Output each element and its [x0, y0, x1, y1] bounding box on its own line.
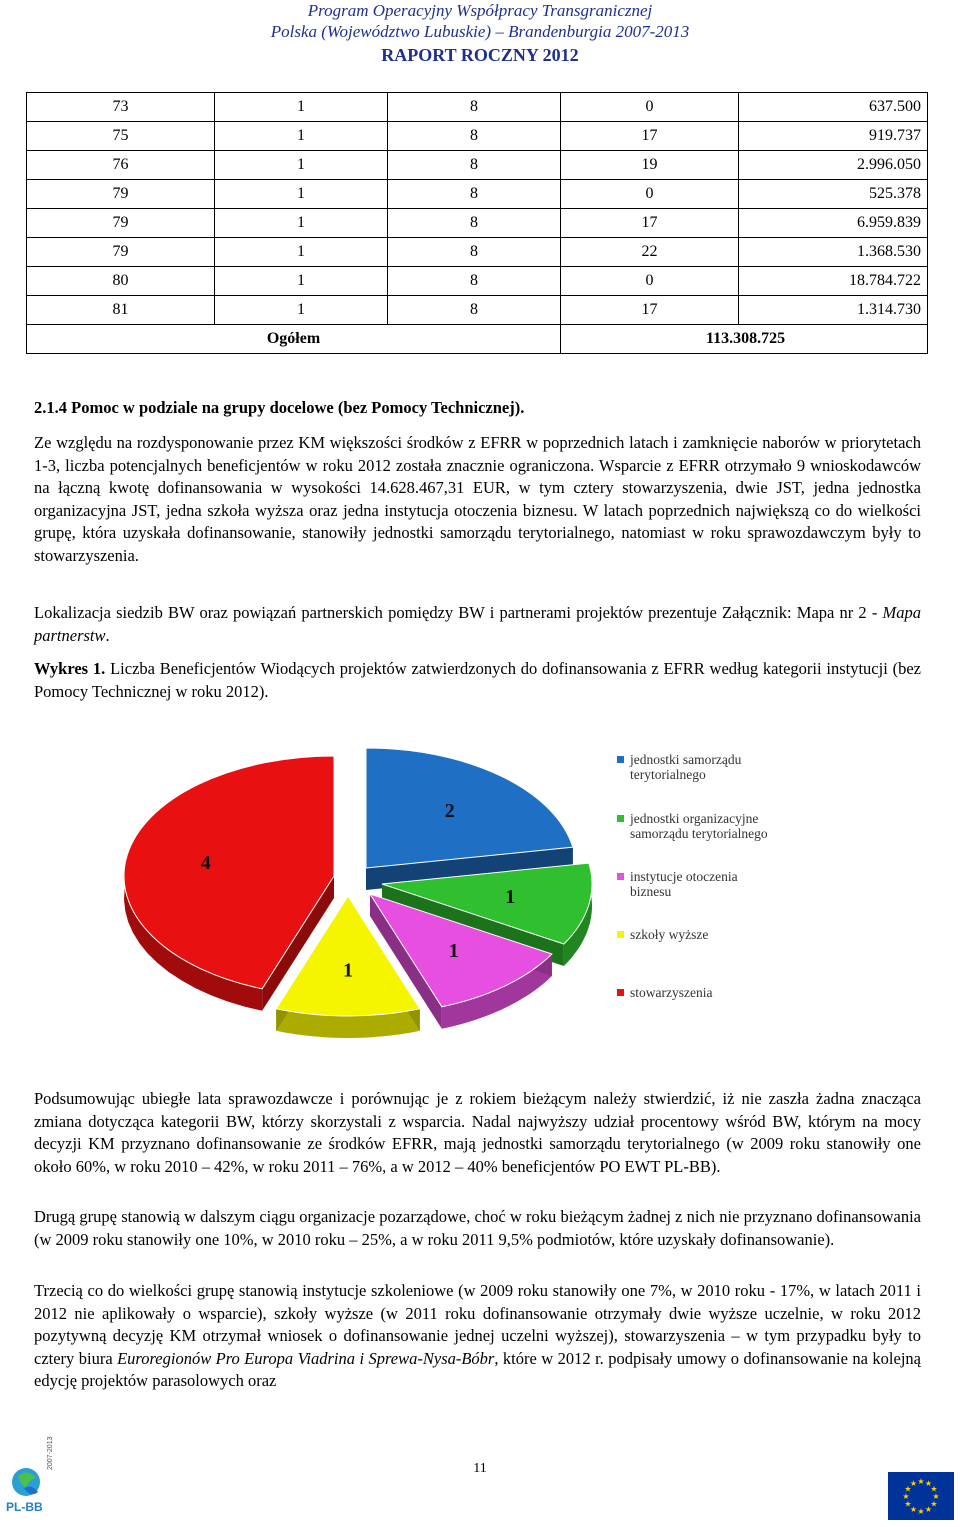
pie-chart: [110, 730, 713, 1060]
legend-label: szkoły wyższe: [630, 927, 709, 942]
table-cell: 8: [388, 238, 561, 267]
legend-label: instytucje otoczenia: [630, 869, 738, 884]
eu-star-icon: ★: [924, 1505, 933, 1514]
paragraph-4: Drugą grupę stanowią w dalszym ciągu organizacje pozarządowe, choć w roku bieżącym żadnej z nich nie przyznano dofinansowania (w 2009 roku stanowiły one 10%, w 2010 roku – 25%, a w roku 2011 9,5% podmiotów, które uzyskały dofinansowanie).: [34, 1207, 921, 1249]
paragraph-2-map-ref: Mapa partnerstw: [34, 603, 921, 645]
table-cell: 73: [27, 93, 215, 122]
table-cell: 1: [215, 267, 388, 296]
plbb-logo-text: PL-BB: [6, 1500, 43, 1514]
table-row: [27, 238, 928, 267]
table-cell: 79: [27, 209, 215, 238]
pie-data-label: 4: [200, 852, 211, 875]
legend-swatch: [617, 931, 624, 938]
table-cell: 1: [215, 180, 388, 209]
table-cell: 18.784.722: [739, 267, 928, 296]
table-row: [27, 180, 928, 209]
paragraph-1: Ze względu na rozdysponowanie przez KM większości środków z EFRR w poprzednich latach i zamknięcie naborów w priorytetach 1-3, liczba potencjalnych beneficjentów w roku 2012 została znacznie ograniczona. Wsparcie z EFRR otrzymało 9 wnioskodawców na łączną kwotę dofinansowania w wysokości 14.628.467,31 EUR, w tym cztery stowarzyszenia, dwie JST, jedna jednostka organizacyjna JST, jedna szkoła wyższa oraz jedna instytucja otoczenia biznesu. W latach poprzednich największą co do wielkości grupę, która uzyskała dofinansowanie, stanowiły jednostki samorządu terytorialnego, natomiast w roku sprawozdawczym były to stowarzyszenia.: [34, 433, 921, 565]
table-cell: 79: [27, 238, 215, 267]
table-cell: 8: [388, 122, 561, 151]
legend-label: samorządu terytorialnego: [630, 826, 768, 841]
table-cell: 1.314.730: [739, 296, 928, 325]
pie-data-label: 1: [343, 959, 353, 982]
legend-item-ioe: [622, 869, 738, 899]
table-cell: 8: [388, 93, 561, 122]
table-cell: 1: [215, 296, 388, 325]
total-label: Ogółem: [27, 325, 561, 354]
legend-swatch: [617, 815, 624, 822]
table-cell: 919.737: [739, 122, 928, 151]
pie-slice: [366, 748, 573, 868]
table-cell: 79: [27, 180, 215, 209]
legend-item-jo-jst: [622, 811, 768, 841]
table-cell: 1: [215, 209, 388, 238]
table-row: [27, 93, 928, 122]
table-cell: 8: [388, 267, 561, 296]
table-cell: 76: [27, 151, 215, 180]
page-number: 11: [473, 1461, 487, 1476]
table-cell: 1.368.530: [739, 238, 928, 267]
paragraph-5-euroregions: Euroregionów Pro Europa Viadrina i Sprewa-Nysa-Bóbr: [117, 1348, 495, 1368]
header-report-title: RAPORT ROCZNY 2012: [381, 45, 579, 65]
legend-item-jst: [622, 752, 741, 782]
legend-swatch: [617, 873, 624, 880]
chart-caption-text: Liczba Beneficjentów Wiodących projektów zatwierdzonych do dofinansowania z EFRR według kategorii instytucji (bez Pomocy Technicznej w roku 2012).: [34, 659, 921, 701]
paragraph-5-text: Trzecią co do wielkości grupę stanowią instytucje szkoleniowe (w 2009 roku stanowiły one 7%, w 2010 roku - 17%, w latach 2011 i 2012 nie aplikowały o wsparcie), szkoły wyższe (w 2011 roku dofinansowanie otrzymały dwie wyższe uczelnie, w roku 2012 pozytywną decyzję KM otrzymał wniosek o dofinansowanie jednej uczelni wyższej), stowarzyszenia – w tym przypadku były to cztery biura: [34, 1281, 921, 1368]
paragraph-5-end: , które w 2012 r. podpisały umowy o dofinansowanie na kolejną edycję projektów parasolowych oraz: [34, 1348, 921, 1390]
eu-star-icon: ★: [917, 1477, 925, 1486]
legend-item-stowarzyszenia: [622, 985, 712, 1000]
table-cell: 0: [561, 93, 739, 122]
total-value: 113.308.725: [561, 325, 928, 354]
table-cell: 8: [388, 209, 561, 238]
table-cell: 8: [388, 151, 561, 180]
table-row: [27, 267, 928, 296]
table-cell: 17: [561, 122, 739, 151]
table-row: [27, 151, 928, 180]
eu-star-icon: ★: [917, 1507, 925, 1516]
legend-label: stowarzyszenia: [630, 985, 713, 1000]
table-cell: 8: [388, 180, 561, 209]
table-cell: 1: [215, 238, 388, 267]
funding-table: [26, 92, 928, 354]
paragraph-2-text: Lokalizacja siedzib BW oraz powiązań partnerskich pomiędzy BW i partnerami projektów prezentuje Załącznik: Mapa nr 2 -: [34, 603, 883, 622]
eu-star-icon: ★: [930, 1499, 938, 1509]
table-cell: 17: [561, 296, 739, 325]
table-cell: 1: [215, 93, 388, 122]
table-cell: 637.500: [739, 93, 928, 122]
eu-star-icon: ★: [909, 1505, 918, 1514]
table-cell: 525.378: [739, 180, 928, 209]
eu-star-icon: ★: [924, 1479, 933, 1488]
table-cell: 75: [27, 122, 215, 151]
table-row: [27, 209, 928, 238]
chart-caption: [34, 658, 921, 703]
legend-item-szkoly: [622, 927, 708, 942]
section-title: 2.1.4 Pomoc w podziale na grupy docelowe (bez Pomocy Technicznej).: [34, 398, 525, 417]
table-cell: 19: [561, 151, 739, 180]
paragraph-2-end: .: [105, 625, 110, 645]
pie-data-label: 1: [505, 885, 516, 908]
pie-data-label: 1: [448, 940, 459, 962]
legend-label: jednostki organizacyjne: [630, 811, 759, 826]
table-cell: 80: [27, 267, 215, 296]
table-row: [27, 122, 928, 151]
paragraph-5: [34, 1280, 921, 1393]
eu-star-icon: ★: [902, 1492, 910, 1501]
legend-label: biznesu: [630, 884, 672, 899]
table-total-row: [27, 325, 928, 354]
legend-swatch: [617, 756, 624, 763]
table-cell: 0: [561, 267, 739, 296]
legend-label: jednostki samorządu: [630, 752, 742, 767]
plbb-logo-years: 2007-2013: [47, 1436, 54, 1470]
header-program: Program Operacyjny Współpracy Transgranicznej: [307, 1, 653, 20]
eu-star-icon: ★: [904, 1499, 912, 1509]
eu-stars-icon: [888, 1472, 954, 1520]
table-cell: 8: [388, 296, 561, 325]
paragraph-2: [34, 602, 921, 647]
eu-flag: [888, 1472, 954, 1520]
eu-star-icon: ★: [909, 1479, 918, 1488]
table-row: [27, 296, 928, 325]
legend-swatch: [617, 989, 624, 996]
table-cell: 81: [27, 296, 215, 325]
pie-data-label: 2: [444, 800, 455, 822]
legend-label: terytorialnego: [630, 767, 706, 782]
table-cell: 2.996.050: [739, 151, 928, 180]
table-cell: 17: [561, 209, 739, 238]
table-cell: 1: [215, 151, 388, 180]
eu-star-icon: ★: [932, 1492, 940, 1501]
eu-star-icon: ★: [904, 1484, 912, 1494]
table-cell: 1: [215, 122, 388, 151]
table-cell: 6.959.839: [739, 209, 928, 238]
header-region: Polska (Województwo Lubuskie) – Brandenburgia 2007-2013: [270, 22, 690, 41]
paragraph-3: Podsumowując ubiegłe lata sprawozdawcze i porównując je z rokiem bieżącym należy stwierdzić, iż nie zaszła żadna znacząca zmiana dotycząca kategorii BW, którzy skorzystali z wsparcia. Nadal najwyższy udział procentowy wśród BW, którym na mocy decyzji KM przyznano dofinansowanie ze środków EFRR, mają jednostki samorządu terytorialnego (w 2009 roku stanowiły one około 60%, w roku 2010 – 42%, w roku 2011 – 76%, a w 2012 – 40% beneficjentów PO EWT PL-BB).: [34, 1089, 921, 1176]
table-cell: 22: [561, 238, 739, 267]
table-cell: 0: [561, 180, 739, 209]
chart-caption-label: Wykres 1.: [34, 659, 106, 678]
eu-star-icon: ★: [930, 1484, 938, 1494]
